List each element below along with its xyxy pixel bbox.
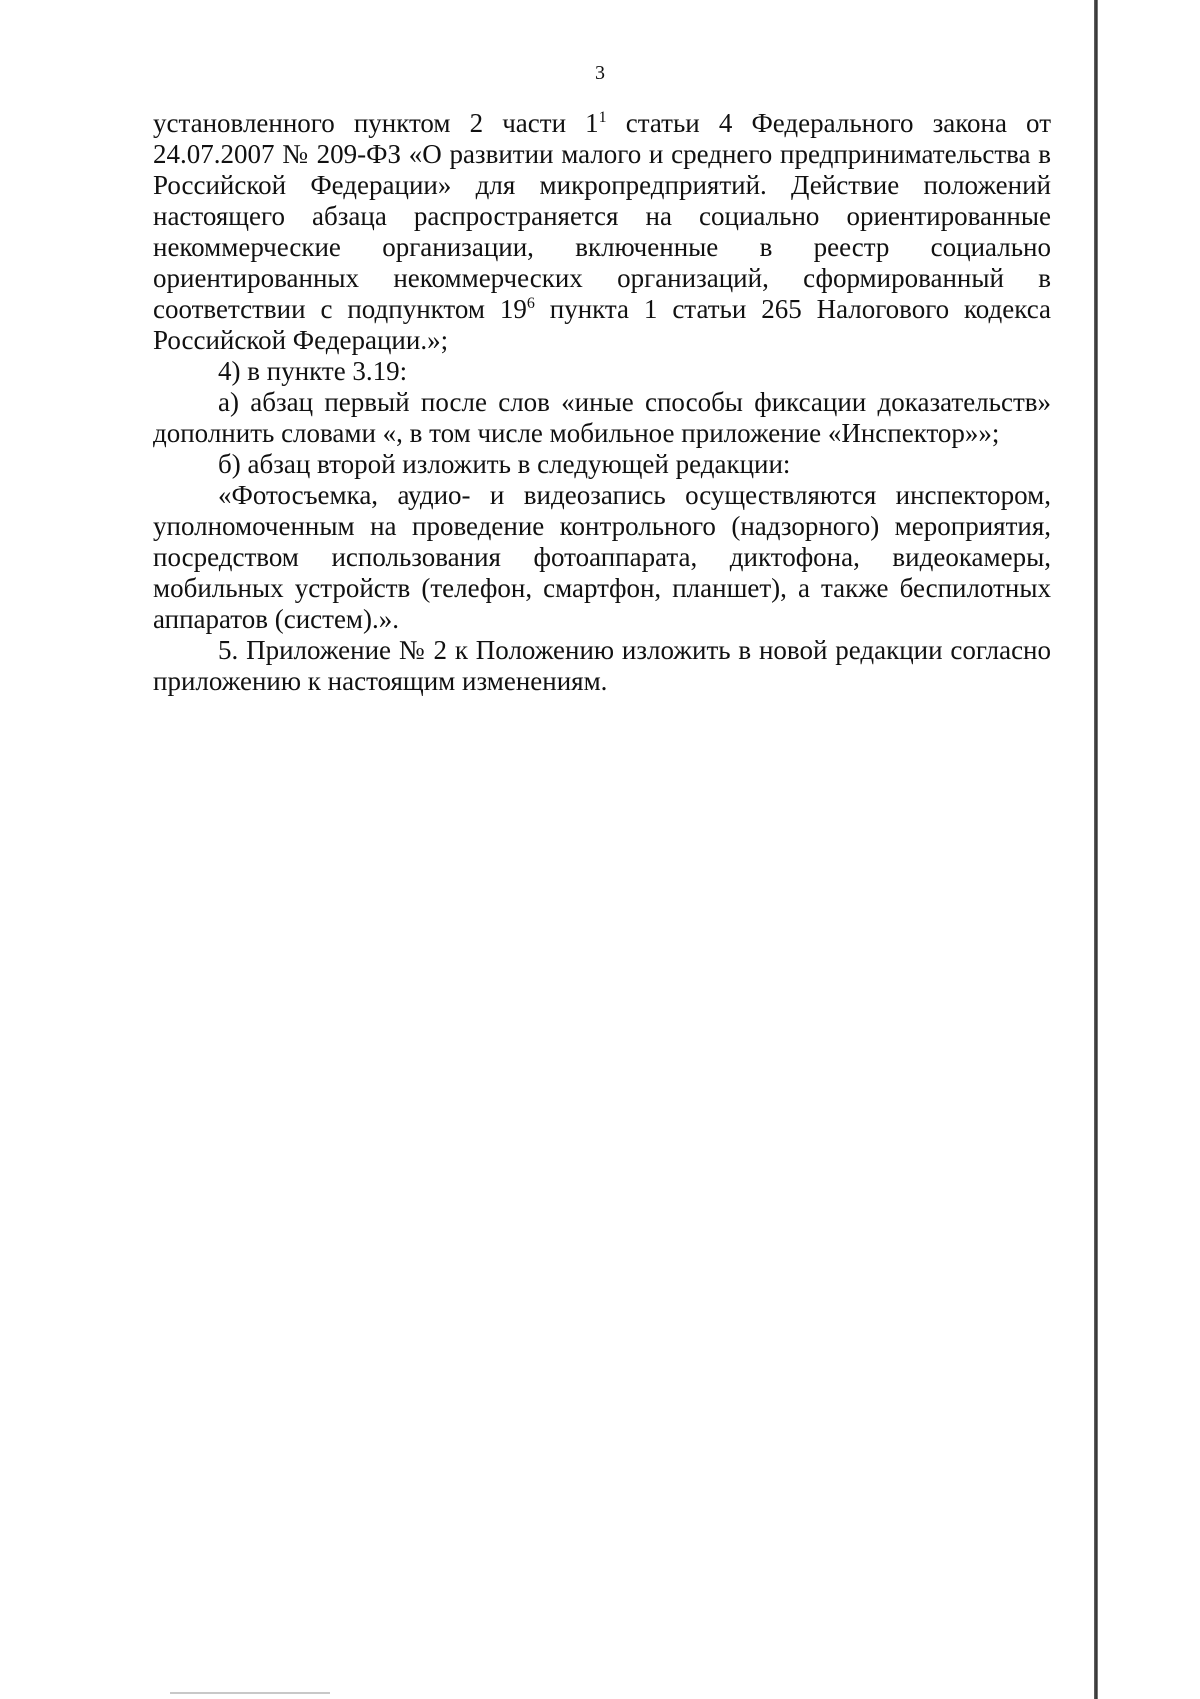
paragraph-subitem-a: а) абзац первый после слов «иные способы фиксации доказательств» дополнить словами «, в том числе мобильное приложение «Инспектор»»; — [153, 387, 1051, 448]
paragraph-text: установленного пунктом 2 части 1 — [153, 108, 599, 138]
superscript: 1 — [598, 109, 607, 126]
paragraph-text: пункта 1 статьи 265 Налогового кодекса Российской Федерации.»; — [153, 294, 1051, 355]
paragraph-continuation — [153, 108, 1051, 356]
document-body — [153, 108, 1051, 697]
paragraph-item-5: 5. Приложение № 2 к Положению изложить в новой редакции согласно приложению к настоящим изменениям. — [153, 635, 1051, 696]
paragraph-item-4: 4) в пункте 3.19: — [218, 356, 408, 386]
paragraph-text: статьи 4 Федерального закона от 24.07.2007 № 209-ФЗ «О развитии малого и среднего предпринимательства в Российской Федерации» для микропредприятий. Действие положений настоящего абзаца распространяется на социально ориентированные некоммерческие организации, включенные в реестр социально ориентированных некоммерческих организаций, сформированный в соответствии с подпунктом 19 — [153, 108, 1051, 324]
paragraph-quoted-text: «Фотосъемка, аудио- и видеозапись осуществляются инспектором, уполномоченным на проведение контрольного (надзорного) мероприятия, посредством использования фотоаппарата, диктофона, видеокамеры, мобильных устройств (телефон, смартфон, планшет), а также беспилотных аппаратов (систем).». — [153, 480, 1051, 634]
page-number: 3 — [595, 62, 605, 84]
scan-edge-bottom — [170, 1692, 330, 1694]
scan-edge-right — [1094, 0, 1098, 1699]
superscript: 6 — [526, 295, 535, 312]
paragraph-subitem-b: б) абзац второй изложить в следующей редакции: — [218, 449, 791, 479]
